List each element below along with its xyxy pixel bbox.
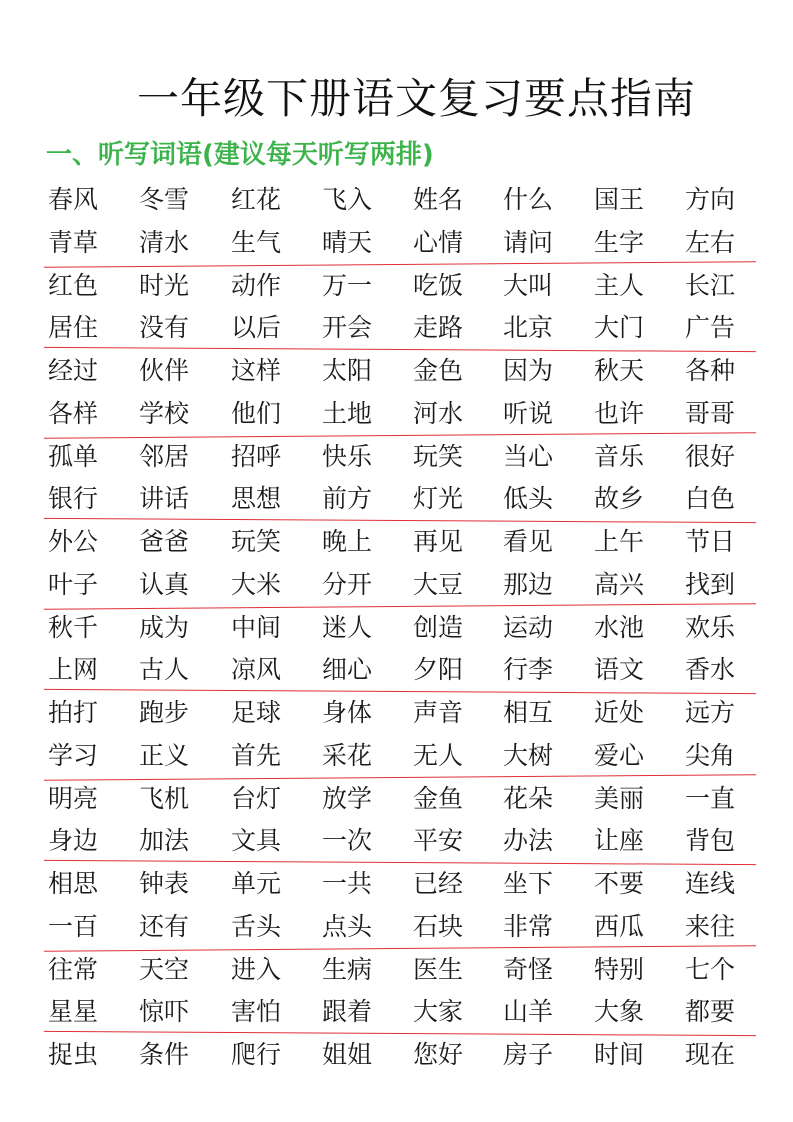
word-cell: 行李: [503, 655, 554, 685]
word-cell: 飞机: [139, 783, 190, 813]
word-cell: 春风: [48, 185, 99, 214]
row-divider-line: [44, 945, 756, 952]
word-cell: 高兴: [594, 569, 645, 599]
word-cell: 孤单: [48, 441, 99, 471]
word-cell: 医生: [413, 954, 464, 984]
word-cell: 舌头: [231, 911, 282, 941]
word-cell: 古人: [139, 655, 190, 685]
word-cell: 大米: [231, 569, 282, 599]
word-cell: 认真: [139, 569, 190, 599]
word-cell: 没有: [139, 313, 190, 343]
word-cell: 前方: [322, 484, 373, 514]
word-cell: 思想: [231, 484, 282, 514]
word-cell: 凉风: [231, 655, 282, 685]
word-cell: 害怕: [231, 997, 282, 1027]
word-cell: 哥哥: [685, 398, 736, 428]
word-cell: 万一: [322, 270, 373, 300]
word-cell: 飞入: [322, 185, 373, 214]
word-cell: 七个: [685, 954, 736, 984]
word-cell: 大家: [413, 997, 464, 1027]
word-cell: 相互: [503, 698, 554, 727]
word-cell: 香水: [685, 655, 736, 685]
row-divider-line: [44, 347, 756, 352]
word-cell: 拍打: [48, 698, 99, 727]
word-cell: 爸爸: [139, 527, 190, 556]
word-cell: 连线: [685, 869, 736, 898]
word-cell: 低头: [503, 484, 554, 514]
word-cell: 文具: [231, 826, 282, 856]
word-cell: 无人: [413, 740, 464, 770]
word-cell: 银行: [48, 484, 99, 514]
row-divider-line: [44, 1031, 756, 1036]
word-cell: 大象: [594, 997, 645, 1027]
word-cell: 看见: [503, 527, 554, 556]
word-cell: 天空: [139, 954, 190, 984]
word-cell: 动作: [231, 270, 282, 300]
word-cell: 成为: [139, 612, 190, 642]
word-cell: 姓名: [413, 185, 464, 214]
word-cell: 生字: [594, 227, 645, 257]
word-cell: 捉虫: [48, 1040, 99, 1069]
word-cell: 条件: [139, 1040, 190, 1069]
word-cell: 清水: [139, 227, 190, 257]
word-cell: 爬行: [231, 1040, 282, 1069]
word-cell: 上网: [48, 655, 99, 685]
word-cell: 各样: [48, 398, 99, 428]
word-cell: 单元: [231, 869, 282, 898]
word-cell: 因为: [503, 356, 554, 385]
word-cell: 足球: [231, 698, 282, 727]
word-cell: 都要: [685, 997, 736, 1027]
word-cell: 晚上: [322, 527, 373, 556]
word-cell: 中间: [231, 612, 282, 642]
word-cell: 身边: [48, 826, 99, 856]
word-cell: 北京: [503, 313, 554, 343]
word-cell: 跑步: [139, 698, 190, 727]
word-cell: 灯光: [413, 484, 464, 514]
word-cell: 正义: [139, 740, 190, 770]
word-cell: 找到: [685, 569, 736, 599]
word-cell: 白色: [685, 484, 736, 514]
word-cell: 山羊: [503, 997, 554, 1027]
word-cell: 邻居: [139, 441, 190, 471]
word-cell: 时间: [594, 1040, 645, 1069]
row-divider-line: [44, 774, 756, 781]
word-cell: 红色: [48, 270, 99, 300]
word-cell: 走路: [413, 313, 464, 343]
word-cell: 大树: [503, 740, 554, 770]
word-cell: 吃饭: [413, 270, 464, 300]
word-cell: 点头: [322, 911, 373, 941]
word-cell: 水池: [594, 612, 645, 642]
word-cell: 远方: [685, 698, 736, 727]
word-cell: 明亮: [48, 783, 99, 813]
word-cell: 您好: [413, 1040, 464, 1069]
word-cell: 国王: [594, 185, 645, 214]
word-cell: 钟表: [139, 869, 190, 898]
word-cell: 房子: [503, 1040, 554, 1069]
word-cell: 进入: [231, 954, 282, 984]
word-cell: 现在: [685, 1040, 736, 1069]
word-cell: 平安: [413, 826, 464, 856]
word-cell: 已经: [413, 869, 464, 898]
word-cell: 请问: [503, 227, 554, 257]
word-cell: 讲话: [139, 484, 190, 514]
word-cell: 大豆: [413, 569, 464, 599]
word-cell: 居住: [48, 313, 99, 343]
word-cell: 语文: [594, 655, 645, 685]
word-cell: 采花: [322, 740, 373, 770]
word-cell: 来往: [685, 911, 736, 941]
word-cell: 不要: [594, 869, 645, 898]
word-cell: 土地: [322, 398, 373, 428]
word-cell: 西瓜: [594, 911, 645, 941]
word-cell: 金鱼: [413, 783, 464, 813]
word-cell: 金色: [413, 356, 464, 385]
word-cell: 大门: [594, 313, 645, 343]
word-cell: 首先: [231, 740, 282, 770]
word-cell: 青草: [48, 227, 99, 257]
row-divider-line: [44, 689, 756, 694]
word-cell: 大叫: [503, 270, 554, 300]
word-cell: 他们: [231, 398, 282, 428]
word-cell: 一次: [322, 826, 373, 856]
word-cell: 节日: [685, 527, 736, 556]
word-cell: 尖角: [685, 740, 736, 770]
word-cell: 姐姐: [322, 1040, 373, 1069]
row-divider-line: [44, 261, 756, 268]
word-cell: 时光: [139, 270, 190, 300]
page-title: 一年级下册语文复习要点指南: [136, 74, 696, 123]
word-cell: 长江: [685, 270, 736, 300]
word-cell: 红花: [231, 185, 282, 214]
word-cell: 创造: [413, 612, 464, 642]
row-divider-line: [44, 432, 756, 439]
word-cell: 听说: [503, 398, 554, 428]
word-cell: 快乐: [322, 441, 373, 471]
word-cell: 一直: [685, 783, 736, 813]
word-cell: 坐下: [503, 869, 554, 898]
word-cell: 左右: [685, 227, 736, 257]
word-cell: 玩笑: [231, 527, 282, 556]
word-cell: 跟着: [322, 997, 373, 1027]
word-cell: 心情: [413, 227, 464, 257]
word-cell: 太阳: [322, 356, 373, 385]
word-cell: 学校: [139, 398, 190, 428]
word-cell: 主人: [594, 270, 645, 300]
word-cell: 招呼: [231, 441, 282, 471]
word-cell: 也许: [594, 398, 645, 428]
word-cell: 冬雪: [139, 185, 190, 214]
word-cell: 运动: [503, 612, 554, 642]
word-cell: 加法: [139, 826, 190, 856]
section-heading: 一、听写词语(建议每天听写两排): [46, 140, 434, 170]
word-cell: 爱心: [594, 740, 645, 770]
word-cell: 故乡: [594, 484, 645, 514]
word-cell: 玩笑: [413, 441, 464, 471]
word-cell: 往常: [48, 954, 99, 984]
row-divider-line: [44, 603, 756, 610]
word-cell: 一共: [322, 869, 373, 898]
word-cell: 星星: [48, 997, 99, 1027]
word-cell: 特别: [594, 954, 645, 984]
word-cell: 夕阳: [413, 655, 464, 685]
row-divider-line: [44, 860, 756, 865]
word-cell: 奇怪: [503, 954, 554, 984]
word-cell: 近处: [594, 698, 645, 727]
word-cell: 外公: [48, 527, 99, 556]
word-cell: 广告: [685, 313, 736, 343]
word-cell: 办法: [503, 826, 554, 856]
word-cell: 非常: [503, 911, 554, 941]
word-cell: 以后: [231, 313, 282, 343]
word-cell: 学习: [48, 740, 99, 770]
word-cell: 让座: [594, 826, 645, 856]
word-cell: 秋天: [594, 356, 645, 385]
word-cell: 欢乐: [685, 612, 736, 642]
word-cell: 迷人: [322, 612, 373, 642]
word-cell: 伙伴: [139, 356, 190, 385]
word-cell: 石块: [413, 911, 464, 941]
word-cell: 放学: [322, 783, 373, 813]
word-cell: 那边: [503, 569, 554, 599]
word-cell: 声音: [413, 698, 464, 727]
word-cell: 秋千: [48, 612, 99, 642]
word-cell: 方向: [685, 185, 736, 214]
word-cell: 花朵: [503, 783, 554, 813]
word-cell: 开会: [322, 313, 373, 343]
word-cell: 当心: [503, 441, 554, 471]
word-cell: 晴天: [322, 227, 373, 257]
word-cell: 上午: [594, 527, 645, 556]
word-cell: 经过: [48, 356, 99, 385]
word-cell: 身体: [322, 698, 373, 727]
word-cell: 细心: [322, 655, 373, 685]
word-cell: 再见: [413, 527, 464, 556]
word-cell: 很好: [685, 441, 736, 471]
word-cell: 生病: [322, 954, 373, 984]
word-cell: 叶子: [48, 569, 99, 599]
word-cell: 背包: [685, 826, 736, 856]
word-cell: 什么: [503, 185, 554, 214]
word-cell: 惊吓: [139, 997, 190, 1027]
word-cell: 各种: [685, 356, 736, 385]
word-cell: 相思: [48, 869, 99, 898]
word-cell: 分开: [322, 569, 373, 599]
row-divider-line: [44, 518, 756, 523]
word-cell: 台灯: [231, 783, 282, 813]
word-cell: 一百: [48, 911, 99, 941]
word-cell: 美丽: [594, 783, 645, 813]
word-cell: 音乐: [594, 441, 645, 471]
word-cell: 河水: [413, 398, 464, 428]
word-cell: 还有: [139, 911, 190, 941]
word-cell: 这样: [231, 356, 282, 385]
word-cell: 生气: [231, 227, 282, 257]
